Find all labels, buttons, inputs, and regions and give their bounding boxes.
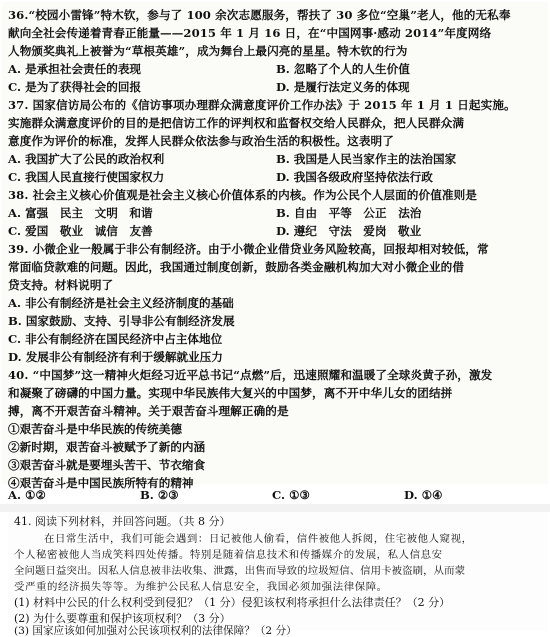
q39-option-d: D. 发展非公有制经济有利于缓解就业压力 bbox=[8, 350, 223, 364]
q41-question-1: (1) 材料中公民的什么权利受到侵犯？（1 分）侵犯该权利将承担什么法律责任？（2 分） bbox=[14, 596, 451, 609]
q39-option-c: C. 非公有制经济在国民经济中占主体地位 bbox=[8, 332, 223, 346]
q39-option-a: A. 非公有制经济是社会主义经济制度的基础 bbox=[8, 296, 234, 310]
q36-option-d: D. 是履行法定义务的体现 bbox=[276, 80, 410, 94]
q37-option-b: B. 我国是人民当家作主的法治国家 bbox=[276, 152, 457, 166]
q40-stem-line-1: 40. “中国梦”这一精神火炬经习近平总书记“点燃”后，迅速照耀和温暖了全球炎黄子孙，激发 bbox=[8, 368, 493, 382]
q40-stem-line-3: 搏，离不开艰苦奋斗精神。关于艰苦奋斗理解正确的是 bbox=[8, 404, 289, 418]
q41-question-3: (3) 国家应该如何加强对公民该项权利的法律保障？（2 分） bbox=[14, 625, 297, 637]
q36-stem-line-1: 36.“校园小雷锋”特木钦，参与了 100 余次志愿服务，帮扶了 30 多位“空巢”老人，他的无私奉 bbox=[8, 8, 511, 22]
q41-material-line-2: 个人秘密被他人当成笑料四处传播。特别是随着信息技术和传播媒介的发展，私人信息安 bbox=[14, 549, 443, 561]
q40-statement-3: ③艰苦奋斗就是要埋头苦干、节衣缩食 bbox=[8, 458, 206, 472]
q38-option-a: A. 富强 民主 文明 和谐 bbox=[8, 206, 153, 220]
q37-stem-line-2: 实施群众满意度评价的目的是把信访工作的评判权和监督权交给人民群众，把人民群众满 bbox=[8, 116, 465, 130]
q36-stem-line-3: 人物颁奖典礼上被誉为“草根英雄”，成为舞台上最闪亮的星星。特木钦的行为 bbox=[8, 44, 408, 58]
q41-title: 41. 阅读下列材料，并回答问题。（共 8 分） bbox=[14, 515, 231, 528]
q37-option-d: D. 我国各级政府坚持依法行政 bbox=[276, 170, 433, 184]
q39-stem-line-2: 常面临贷款难的问题。因此，我国通过制度创新，鼓励各类金融机构加大对小微企业的借 bbox=[8, 260, 465, 274]
q38-option-c: C. 爱国 敬业 诚信 友善 bbox=[8, 224, 153, 238]
q40-statement-1: ①艰苦奋斗是中华民族的传统美德 bbox=[8, 422, 182, 436]
q41-material-line-1: 在日常生活中，我们可能会遇到：日记被他人偷看，信件被他人拆阅，住宅被他人窥视， bbox=[44, 533, 473, 545]
q37-option-a: A. 我国扩大了公民的政治权利 bbox=[8, 152, 165, 166]
q40-option-b: B. ②③ bbox=[140, 488, 179, 502]
q37-stem-line-1: 37. 国家信访局公布的《信访事项办理群众满意度评价工作办法》于 2015 年 1 月 1 日起实施。 bbox=[8, 98, 516, 112]
multiple-choice-section bbox=[2, 2, 548, 490]
q39-stem-line-3: 贷支持。材料说明了 bbox=[8, 278, 114, 292]
q38-option-b: B. 自由 平等 公正 法治 bbox=[276, 206, 422, 220]
q36-stem-line-2: 献向全社会传递着青春正能量——2015 年 1 月 16 日，在“中国网事·感动 2014”年度网络 bbox=[8, 26, 492, 40]
q38-stem: 38. 社会主义核心价值观是社会主义核心价值体系的内核。作为公民个人层面的价值准则是 bbox=[8, 188, 477, 202]
q37-option-c: C. 我国人民直接行使国家权力 bbox=[8, 170, 165, 184]
section-divider bbox=[0, 504, 550, 512]
q40-statement-4: ④艰苦奋斗是中国民族所特有的精神 bbox=[8, 476, 194, 490]
q41-material-line-4: 受严重的经济损失等等。为维护公民私人信息安全，我国必须加强法律保障。 bbox=[14, 581, 388, 593]
q40-stem-line-2: 和凝聚了磅礴的中国力量。实现中华民族伟大复兴的中国梦，离不开中华儿女的团结拼 bbox=[8, 386, 453, 400]
q36-option-a: A. 是承担社会责任的表现 bbox=[8, 62, 142, 76]
q36-option-c: C. 是为了获得社会的回报 bbox=[8, 80, 142, 94]
q40-option-d: D. ①④ bbox=[404, 488, 443, 502]
q36-option-b: B. 忽略了个人的人生价值 bbox=[276, 62, 410, 76]
q38-option-d: D. 遵纪 守法 爱岗 敬业 bbox=[276, 224, 422, 238]
q37-stem-line-3: 意度作为评价的标准，发挥人民群众依法参与政治生活的积极性。这表明了 bbox=[8, 134, 394, 148]
q41-question-2: (2) 为什么要尊重和保护该项权利？（3 分） bbox=[14, 612, 231, 625]
reading-question-section bbox=[8, 512, 548, 637]
q40-option-c: C. ①③ bbox=[272, 488, 310, 502]
q40-statement-2: ②新时期，艰苦奋斗被赋予了新的内涵 bbox=[8, 440, 206, 454]
q41-material-line-3: 全问题日益突出。因私人信息被非法收集、泄露，出售而导致的垃圾短信、信用卡被盗刷，从而蒙 bbox=[14, 565, 466, 577]
q39-stem-line-1: 39. 小微企业一般属于非公有制经济。由于小微企业借贷业务风险较高，回报却相对较低，常 bbox=[8, 242, 489, 256]
q39-option-b: B. 国家鼓励、支持、引导非公有制经济发展 bbox=[8, 314, 235, 328]
q40-option-a: A. ①② bbox=[8, 488, 46, 502]
